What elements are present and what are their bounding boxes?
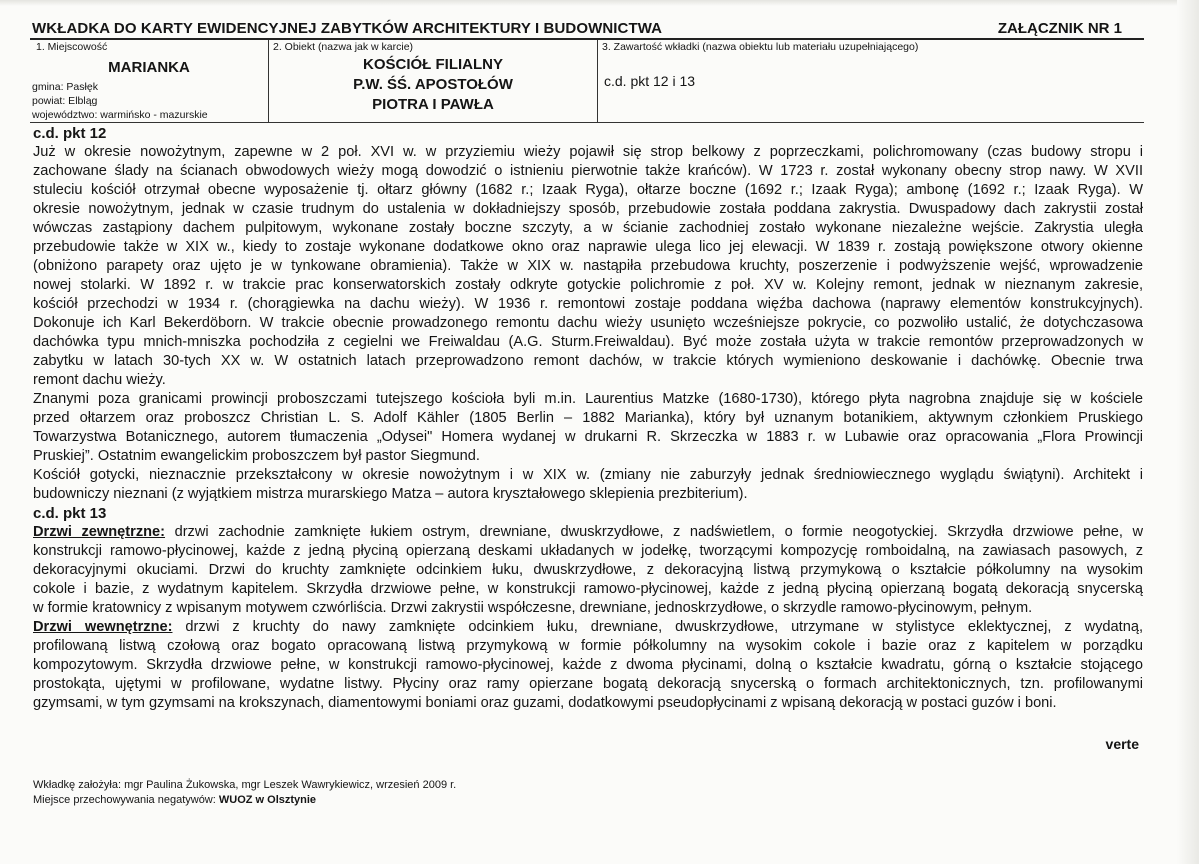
text-line [33, 523, 1143, 542]
text-line-content: drzwi z kruchty do nawy zamknięte odcinkiem łuku, drewniane, dwuskrzydłowe, utrzymane w stylistyce eklektycznej, z wydatną, [172, 619, 1143, 635]
text-line: Dokonuje ich Karl Bekerdöborn. W trakcie obecnie prowadzonego remontu dachu wieży usunięto wcześniejsze pokrycie, co pozwoliło ustalić, że dotychczasowa [33, 315, 1143, 331]
text-line: przed ołtarzem oraz proboszcz Christian L. S. Adolf Kähler (1805 Berlin – 1882 Marianka), który był uznanym botanikiem, aktywnym członkiem Pruskiego [33, 410, 1143, 426]
footer-negatives-location: WUOZ w Olsztynie [218, 794, 317, 806]
text-line: Kościół gotycki, nieznacznie przekształcony w okresie nowożytnym i w XIX w. (zmiany nie zaburzyły jednak średniowiecznego wyglądu świątyni). Architekt i [33, 467, 1143, 483]
text-line [33, 618, 1143, 637]
text-line: budowniczy nieznani (z wyjątkiem mistrza murarskiego Matza – autora kryształowego sklepienia prezbiterium). [33, 486, 748, 502]
text-line: Znanymi poza granicami prowincji proboszczami tutejszego kościoła byli m.in. Laurentius Matzke (1680-1730), którego płyta nagrobna znajduje się w kościele [33, 391, 1143, 407]
doors-interior-label: Drzwi wewnętrzne: [33, 619, 173, 635]
footer-negatives [33, 793, 456, 808]
scan-edge-top [0, 0, 1199, 6]
text-line: okresie nowożytnym, jednak w czasie trudnym do ustalenia w dokładniejszy sposób, przebudowie została poddana zakrystia. Dwuspadowy dach zakrystii został [33, 201, 1143, 217]
verte-note: verte [1105, 736, 1139, 752]
footer-authors: Wkładkę założyła: mgr Paulina Żukowska, mgr Leszek Wawrykiewicz, wrzesień 2009 r. [33, 779, 457, 791]
section-13b-text [33, 637, 1143, 713]
text-line: kompozytowym. Skrzydła drzwiowe pełne, w konstrukcji ramowo-płycinowej, każde z dwoma płycinami, dolną o kształcie kwadratu, górną o kształcie stojącego [33, 657, 1143, 673]
object-cell [269, 40, 598, 122]
info-table [30, 40, 1144, 123]
document-title: WKŁADKA DO KARTY EWIDENCYJNEJ ZABYTKÓW ARCHITEKTURY I BUDOWNICTWA [32, 20, 663, 37]
text-line: wówczas zastąpiony dachem pulpitowym, wykonane zostały boczne szczyty, a w ścianie zachodniej zostało wykonane niezależne wejście. Zakrystia uległa [33, 220, 1143, 236]
text-line: w formie kratownicy z wpisanym motywem czwórliścia. Drzwi zakrystii współczesne, drewniane, jednoskrzydłowe, o skrzydle ramowo-płycinowym, pełnym. [33, 600, 1033, 616]
place-name: MARIANKA [108, 59, 190, 76]
text-line: Już w okresie nowożytnym, zapewne w 2 poł. XVI w. w przyziemiu wieży pojawił się strop belkowy z poprzeczkami, polichromowany (czas budowy stropu i [33, 144, 1143, 160]
annex-number: ZAŁĄCZNIK NR 1 [997, 20, 1122, 37]
gmina: gmina: Pasłęk [32, 81, 98, 93]
text-line: konstrukcji ramowo-płycinowej, każde z jedną płyciną opierzaną deskami układanych w jodełkę, tworzącymi kompozycję romboidalną, na zawiasach pasowych, z [33, 543, 1143, 559]
text-line: prostokąta, ujętymi w profilowane, wydatne listwy. Płyciny oraz ramy opierzane bogatą dekoracją snycerską o formach architektonicznych, tzn. profilowanymi [33, 676, 1143, 692]
content-value: c.d. pkt 12 i 13 [604, 73, 696, 89]
document-body [33, 124, 1143, 713]
text-line: kościół przechodzi w 1934 r. (chorągiewka na dachu wieży). W 1936 r. remontowi zostaje poddana więźba dachowa (naprawy elementów konstrukcyjnych). [33, 296, 1143, 312]
document-header [30, 18, 1144, 40]
text-line: (obniżono parapety oraz ujęto je w tynkowane obramienia). Także w XIX w. nastąpiła przebudowa kruchty, poszerzenie i podwyższenie wejść, wprowadzenie [33, 258, 1143, 274]
text-line: profilowaną listwą czołową oraz bogato opracowaną listwą przymykową w formie półkolumny na wysokim cokole i bazie oraz z kapitelem w porządku [33, 638, 1143, 654]
text-line: gzymsami, w tym gzymsami na krokszynach, diamentowymi boniami oraz guzami, dodatkowymi pseudopłycinami z wpisaną dekoracją w postaci guzów i boni. [33, 695, 1057, 711]
section-heading-13: c.d. pkt 13 [33, 505, 107, 522]
object-line-3: PIOTRA I PAWŁA [372, 96, 494, 113]
text-line: przebudowie także w XIX w., kiedy to zostaje wykonane dodatkowe okno oraz naprawie ulega lico jej elewacji. W 1839 r. zostają powiększone otwory okienne [33, 239, 1143, 255]
text-line: stuleciu kościół otrzymał obecne wyposażenie tj. ołtarz główny (1682 r.; Izaak Ryga), ołtarze boczne (1692 r.; Izaak Ryga); ambonę (1692 r.; Izaak Ryga). W [33, 182, 1143, 198]
text-line: dachówka typu mnich-mniszka pochodziła z cegielni we Freiwaldau (A.G. Sturm.Freiwaldau). Być może została użyta w trakcie remontów przeprowadzonych w [33, 334, 1143, 350]
text-line: cokole i bazie, z wydatnym kapitelem. Skrzydła drzwiowe pełne, w konstrukcji ramowo-płycinowej, każde z jedną płyciną opierzaną bogatą dekoracją snycerską [33, 581, 1143, 597]
object-label: 2. Obiekt (nazwa jak w karcie) [273, 41, 414, 53]
object-line-1: KOŚCIÓŁ FILIALNY [363, 56, 503, 73]
text-line: Pruskiej”. Ostatnim ewangelickim proboszczem był pastor Siegmund. [33, 448, 480, 464]
section-12-text [33, 143, 1143, 504]
powiat: powiat: Elbląg [32, 95, 98, 107]
text-line: zachowane ślady na ścianach obwodowych wieży mogą dowodzić o istnieniu pierwotnie także krańców). W 1723 r. został wykonany obecny strop nawy. W XVII [33, 163, 1143, 179]
text-line: remont dachu wieży. [33, 372, 166, 388]
doors-exterior-label: Drzwi zewnętrzne: [33, 524, 166, 540]
text-line: Towarzystwa Botanicznego, autorem tłumaczenia „Odysei" Homera wydanej w drukarni R. Skrzeczka w 1883 r. w Lubawie oraz opracowania „Flora Prowincji [33, 429, 1143, 445]
place-cell [30, 40, 269, 122]
content-label: 3. Zawartość wkładki (nazwa obiektu lub materiału uzupełniającego) [602, 41, 919, 53]
section-13a-text [33, 542, 1143, 618]
scan-edge-right [1177, 0, 1199, 864]
place-label: 1. Miejscowość [36, 41, 108, 53]
content-cell [598, 40, 1144, 122]
text-line: nowej stolarki. W 1892 r. w trakcie prac konserwatorskich zostały odkryte gotyckie polichromie z poł. XV w. Kolejny remont, jednak w nieznanym zakresie, [33, 277, 1143, 293]
text-line-content: drzwi zachodnie zamknięte łukiem ostrym, drewniane, dwuskrzydłowe, z nadświetlem, o formie neogotyckiej. Skrzydła drzwiowe pełne, w [165, 524, 1143, 540]
wojewodztwo: województwo: warmińsko - mazurskie [32, 109, 208, 121]
text-line: zabytku w latach 30-tych XX w. W ostatnich latach przeprowadzono remont dachów, w trakcie których wymieniono deskowanie i dachówkę. Obecnie trwa [33, 353, 1143, 369]
text-line: dekoracyjnymi okuciami. Drzwi do kruchty zamknięte odcinkiem łuku, dwuskrzydłowe, z dekoracyjną listwą przymykową o kształcie półkolumny na wysokim [33, 562, 1143, 578]
section-heading-12: c.d. pkt 12 [33, 125, 107, 142]
footer-negatives-label: Miejsce przechowywania negatywów: [33, 794, 219, 806]
object-line-2: P.W. ŚŚ. APOSTOŁÓW [353, 76, 513, 93]
footer [33, 778, 456, 808]
